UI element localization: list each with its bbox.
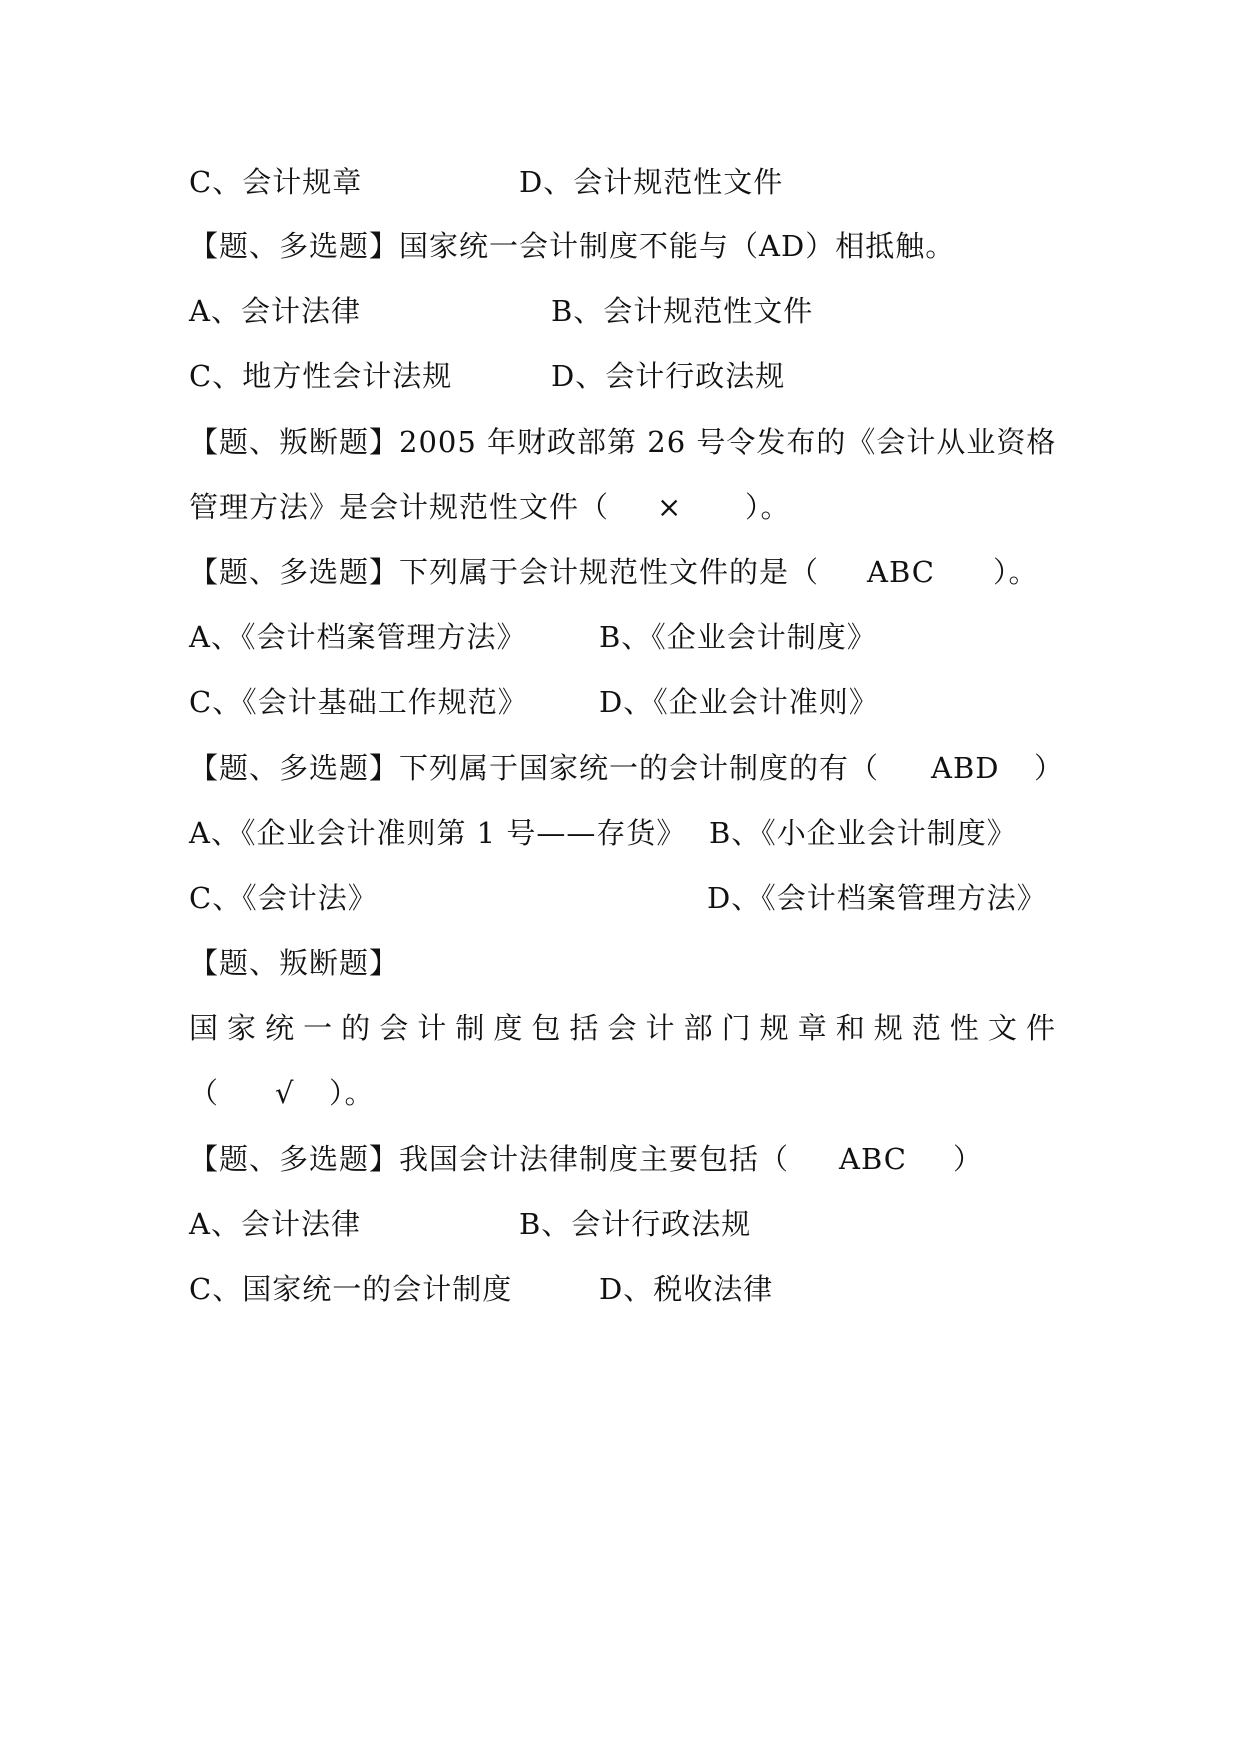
answer: ABC <box>867 555 935 589</box>
question-start: （ <box>189 1076 220 1110</box>
option-c: C、地方性会计法规 <box>189 359 453 393</box>
answer: ABC <box>839 1142 907 1176</box>
question-text: 【题、多选题】国家统一会计制度不能与（AD）相抵触。 <box>189 229 956 263</box>
option-d: D、会计规范性文件 <box>519 165 784 199</box>
answer: × <box>657 490 683 524</box>
option-b: B、《企业会计制度》 <box>599 620 877 654</box>
option-b: B、会计行政法规 <box>519 1207 752 1241</box>
question-end: ） <box>953 1142 984 1176</box>
question-text: 【题、多选题】下列属于会计规范性文件的是（ <box>189 555 820 589</box>
option-a: A、《企业会计准则第 1 号——存货》 <box>189 816 687 850</box>
option-c: C、《会计基础工作规范》 <box>189 685 528 719</box>
question-end: ）。 <box>993 555 1039 589</box>
option-b: B、《小企业会计制度》 <box>709 816 1017 850</box>
option-a: A、会计法律 <box>189 294 361 328</box>
question-text: 【题、多选题】下列属于国家统一的会计制度的有（ <box>189 751 880 785</box>
option-d: D、税收法律 <box>599 1272 774 1306</box>
answer: ABD <box>931 751 1000 785</box>
option-b: B、会计规范性文件 <box>551 294 814 328</box>
option-d: D、《会计档案管理方法》 <box>707 881 1047 915</box>
question-end: ）。 <box>745 490 791 524</box>
option-d: D、会计行政法规 <box>551 359 786 393</box>
option-c: C、国家统一的会计制度 <box>189 1272 513 1306</box>
option-a: A、会计法律 <box>189 1207 361 1241</box>
question-end: ）。 <box>329 1076 375 1110</box>
question-line-continued: 国家统一的会计制度包括会计部门规章和规范性文件 <box>189 1011 1055 1045</box>
option-c: C、《会计法》 <box>189 881 378 915</box>
question-text: 【题、叛断题】2005 年财政部第 26 号令发布的《会计从业资格 <box>189 425 1057 459</box>
question-text: 【题、叛断题】 <box>189 946 400 980</box>
question-end: ） <box>1034 751 1065 785</box>
option-c: C、会计规章 <box>189 165 363 199</box>
question-text: 【题、多选题】我国会计法律制度主要包括（ <box>189 1142 790 1176</box>
option-a: A、《会计档案管理方法》 <box>189 620 527 654</box>
option-d: D、《企业会计准则》 <box>599 685 879 719</box>
question-text: 管理方法》是会计规范性文件（ <box>189 490 610 524</box>
answer: √ <box>275 1076 295 1110</box>
